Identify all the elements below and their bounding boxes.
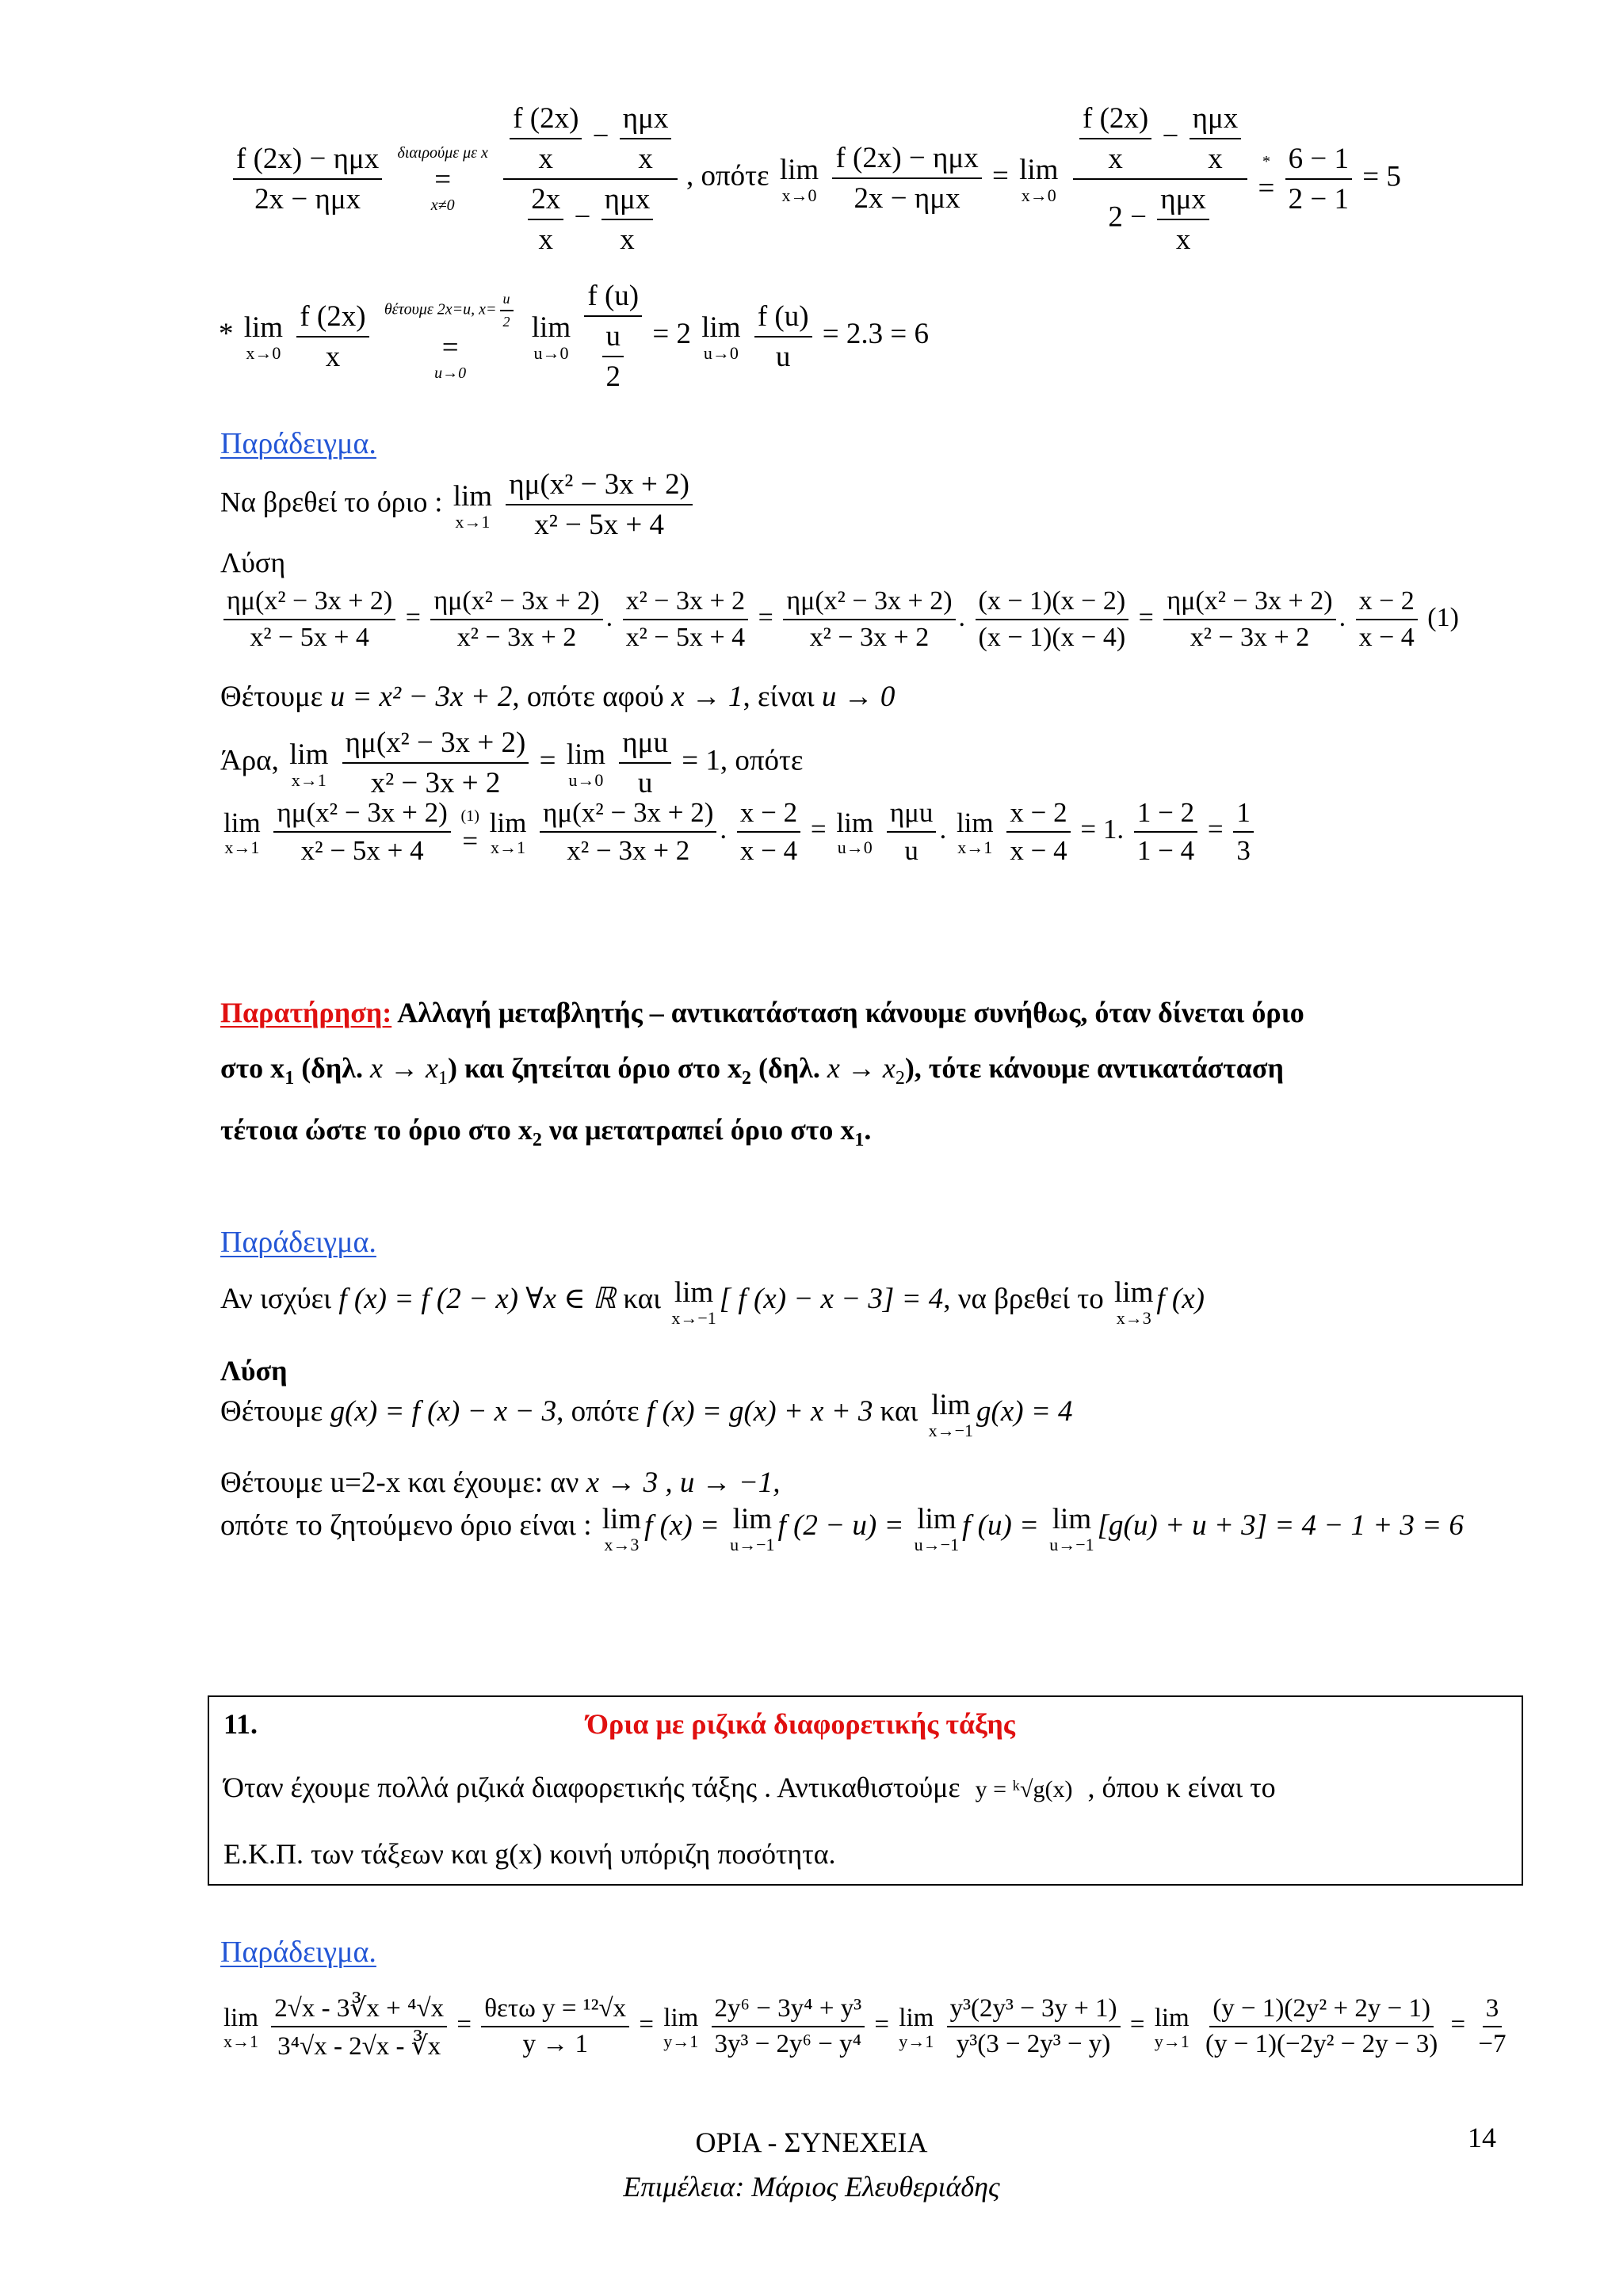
example1-statement: Να βρεθεί το όριο : lim x→1 $\frac{\text{ημ(x² − 3x + 2)}}{\text{x² − 5x + 4}}$ bbox=[220, 467, 696, 542]
remark-line-1: Παρατήρηση: Αλλαγή μεταβλητής – αντικατάσταση κάνουμε συνήθως, όταν δίνεται όριο bbox=[220, 997, 1304, 1028]
example3-equation: lim x→1 $\frac{\text{2√x - 3∛x + ⁴√x}}{\text{3⁴√x - 2√x - ∛x}}$ = $\frac{\text{θετω y = ¹²√x}}{y \to 1}$ = lim y→1 $\frac{\text{2y⁶ − 3y⁴ + y³}}{\text{3y³ − 2y⁶ − y⁴}}$ = lim y→1 $\frac{\text{y³(2y³ − 3y + 1)}}{\text{y³(3 − 2y³ − y)}}$ = lim y→1 $\frac{\text{(y − 1)(2y² + 2y − 1)}}{\text{(y − 1)(−2y² − 2y − 3)}}$ = $\frac{3}{-7}$ bbox=[220, 1992, 1513, 2061]
example2-set-line: Θέτουμε g(x) = f (x) − x − 3, οπότε f (x) = g(x) + x + 3 και lim x→−1 g(x) = 4 bbox=[220, 1389, 1073, 1440]
example-heading: Παράδειγμα. bbox=[220, 1226, 376, 1259]
example1-final-line: lim x→1 $\frac{\text{ημ(x² − 3x + 2)}}{\text{x² − 5x + 4}}$ (1) = lim x→1 $\frac{\text{ημ(x² − 3x + 2)}}{\text{x² − 3x + 2}}$ . $\frac{x - 2}{x - 4}$ = lim u→0 $\frac{\text{ημu}}{u}$ . lim x→1 $\frac{x - 2}{x - 4}$ = 1. $\frac{1 - 2}{1 - 4}$ = $\frac{1}{3}$ bbox=[220, 797, 1257, 867]
example-heading: Παράδειγμα. bbox=[220, 427, 376, 460]
star-equation: * lim x→0 $\frac{f (2x)}{x}$ θέτουμε 2x=u, x= $\frac{u}{2}$ = u→0 lim u→0 $\frac{f (u)}{\frac{u}{2}}$ = 2 lim u→0 $\frac{f (u)}{u}$ = 2.3 = 6 bbox=[219, 280, 930, 393]
example1-line1: $\frac{\text{ημ(x² − 3x + 2)}}{\text{x² − 5x + 4}}$ = $\frac{\text{ημ(x² − 3x + 2)}}{\text{x² − 3x + 2}}$ . $\frac{\text{x² − 3x + 2}}{\text{x² − 5x + 4}}$ = $\frac{\text{ημ(x² − 3x + 2)}}{\text{x² − 3x + 2}}$ . $\frac{(x - 1)(x - 2)}{(x - 1)(x - 4)}$ = $\frac{\text{ημ(x² − 3x + 2)}}{\text{x² − 3x + 2}}$ . $\frac{x - 2}{x - 4}$ (1) bbox=[220, 586, 1459, 653]
section-number: 11. bbox=[223, 1708, 258, 1740]
compound-fraction: $\frac{f (2x)}{x}$ − $\frac{\text{ημx}}{x}$ 2 − $\frac{\text{ημx}}{x}$ bbox=[1073, 101, 1247, 257]
footer-author: Επιμέλεια: Μάριος Ελευθεριάδης bbox=[623, 2171, 1000, 2203]
lim-operator: lim x→0 bbox=[779, 153, 819, 205]
example1-ara-line: Άρα, lim x→1 $\frac{\text{ημ(x² − 3x + 2)}}{\text{x² − 3x + 2}}$ = lim u→0 $\frac{\text{ημu}}{u}$ = 1, οπότε bbox=[220, 727, 804, 799]
section-text-line-2: Ε.Κ.Π. των τάξεων και g(x) κοινή υπόριζη ποσότητα. bbox=[223, 1838, 836, 1870]
example1-set-line: Θέτουμε u = x² − 3x + 2, οπότε αφού x → 1, είναι u → 0 bbox=[220, 681, 896, 713]
footer-title: ΟΡΙΑ - ΣΥΝΕΧΕΙΑ bbox=[695, 2126, 928, 2158]
example-heading: Παράδειγμα. bbox=[220, 1936, 376, 1969]
top-equation-1 bbox=[230, 101, 681, 257]
compound-fraction: $\frac{f (2x)}{x}$ − $\frac{\text{ημx}}{x}$ $\frac{2x}{x}$ − $\frac{\text{ημx}}{x}$ bbox=[503, 101, 678, 257]
remark-label: Παρατήρηση: bbox=[220, 997, 392, 1028]
section-11-box bbox=[208, 1695, 1523, 1886]
example2-statement: Αν ισχύει f (x) = f (2 − x) ∀x ∈ ℝ και lim x→−1 [ f (x) − x − 3] = 4, να βρεθεί το lim x→3 f (x) bbox=[220, 1276, 1205, 1328]
solution-label: Λύση bbox=[220, 547, 286, 578]
example2-result-line: οπότε το ζητούμενο όριο είναι : lim x→3 f (x) = lim u→−1 f (2 − u) = lim u→−1 f (u) = lim u→−1 [g(u) + u + 3] = 4 − 1 + 3 = 6 bbox=[220, 1503, 1464, 1554]
page-number: 14 bbox=[1468, 2122, 1496, 2153]
section-title: Όρια με ριζικά διαφορετικής τάξης bbox=[586, 1708, 1015, 1740]
section-text-line-1: Όταν έχουμε πολλά ριζικά διαφορετικής τάξης . Αντικαθιστούμε y = ᵏ√g(x) , όπου κ είναι το bbox=[223, 1772, 1276, 1803]
remark-line-2: στο $x_1$ (δηλ. $x \to x_1$) και ζητείται όριο στο $x_2$ (δηλ. $x \to x_2$), τότε κάνουμε αντικατάσταση bbox=[220, 1052, 1284, 1089]
example2-subst-line: Θέτουμε u=2-x και έχουμε: αν x → 3 , u → −1, bbox=[220, 1466, 781, 1499]
relation-label: διαιρούμε με x = x≠0 bbox=[397, 143, 488, 214]
remark-line-3: τέτοια ώστε το όριο στο $x_2$ να μετατραπεί όριο στο $x_1$. bbox=[220, 1114, 872, 1151]
solution-label: Λύση bbox=[220, 1355, 288, 1386]
top-equation-3: $\frac{f (2x)}{x}$ − $\frac{\text{ημx}}{x}$ 2 − $\frac{\text{ημx}}{x}$ * = $\frac{6 - 1}{2 - 1}$ = 5 bbox=[1070, 101, 1401, 257]
relation-label: θέτουμε 2x=u, x= $\frac{u}{2}$ = u→0 bbox=[384, 291, 517, 383]
top-equation-2: , οπότε lim x→0 $\frac{\text{f (2x) − ημx}}{\text{2x − ημx}}$ = lim x→0 bbox=[686, 142, 1059, 215]
fraction: $\frac{\text{f (2x) − ημx}}{\text{2x − ημx}}$ bbox=[233, 142, 382, 216]
